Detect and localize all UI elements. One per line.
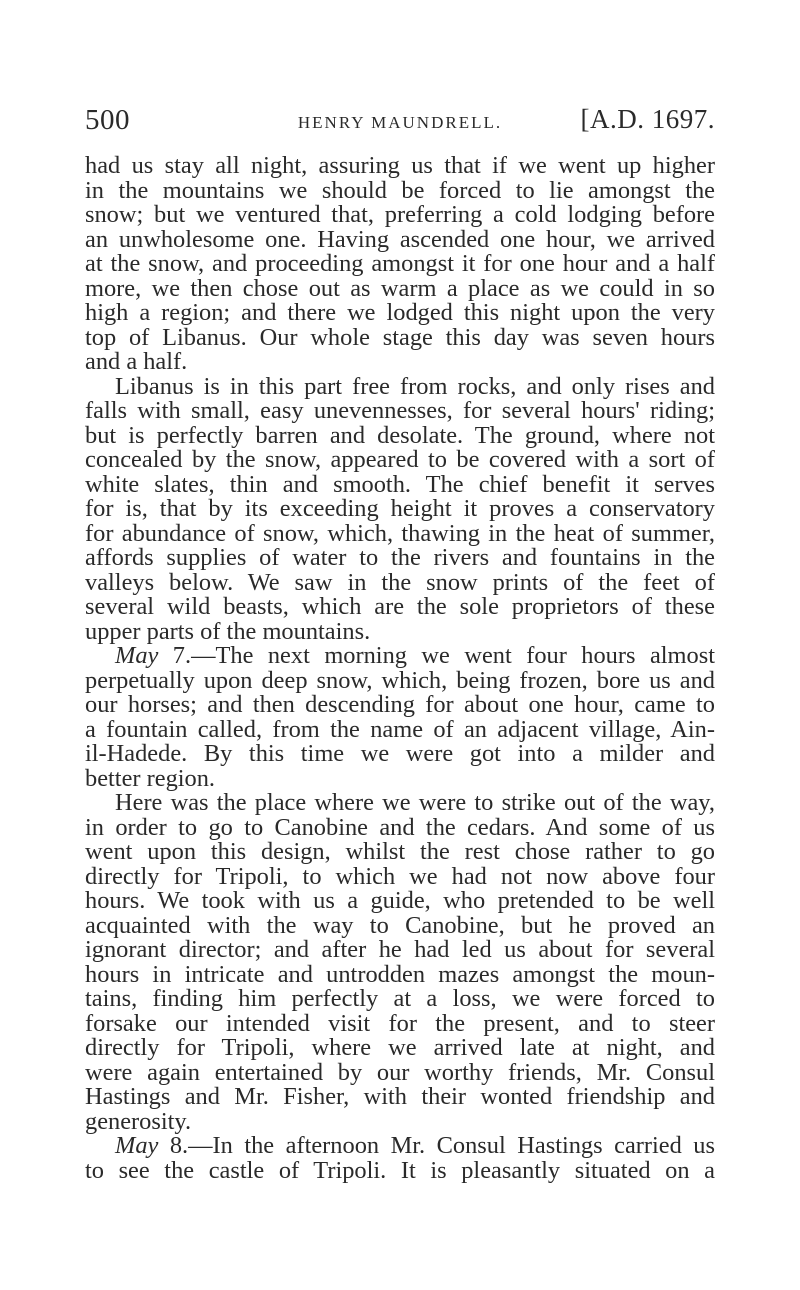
text-line: top of Libanus. Our whole stage this day was seven hours — [85, 323, 715, 351]
text-line: more, we then chose out as warm a place as we could in so — [85, 274, 715, 302]
date-mark: May — [115, 642, 159, 669]
date-mark: May — [115, 1132, 159, 1159]
text-line: and a half. — [85, 348, 188, 375]
text-line: went upon this design, whilst the rest chose rather to go — [85, 838, 715, 865]
text-line-rest: 7.—The next morning we went four hours almost — [158, 642, 715, 669]
text-line: a fountain called, from the name of an adjacent village, Ain- — [85, 715, 715, 743]
book-page — [85, 0, 715, 1290]
text-line: valleys below. We saw in the snow prints of the feet of — [85, 568, 715, 596]
text-line: affords supplies of water to the rivers and fountains in the — [85, 544, 715, 571]
text-line: concealed by the snow, appeared to be covered with a sort of — [85, 446, 715, 473]
text-line: but is perfectly barren and desolate. The ground, where not — [85, 421, 715, 449]
page-number: 500 — [85, 104, 130, 136]
text-line: our horses; and then descending for about one hour, came to — [85, 691, 715, 718]
text-line: an unwholesome one. Having ascended one hour, we arrived — [85, 225, 715, 253]
text-line: high a region; and there we lodged this night upon the very — [85, 299, 715, 326]
text-line: white slates, thin and smooth. The chief benefit it serves — [85, 470, 715, 498]
text-line: acquainted with the way to Canobine, but he proved an — [85, 911, 715, 939]
text-line: in the mountains we should be forced to lie amongst the — [85, 176, 715, 204]
text-line: directly for Tripoli, to which we had not now above four — [85, 862, 715, 890]
text-line: several wild beasts, which are the sole proprietors of these — [85, 593, 715, 620]
text-line: Here was the place where we were to strike out of the way, — [115, 789, 715, 816]
text-line: hours in intricate and untrodden mazes amongst the moun- — [85, 960, 715, 988]
text-line: il-Hadede. By this time we were got into a milder and — [85, 740, 715, 767]
running-head — [85, 104, 715, 140]
text-line: ignorant director; and after he had led us about for several — [85, 936, 715, 963]
text-line: in order to go to Canobine and the cedars. And some of us — [85, 813, 715, 841]
text-line: hours. We took with us a guide, who pretended to be well — [85, 887, 715, 914]
text-line: better region. — [85, 764, 216, 792]
text-line-dated — [85, 644, 715, 669]
text-line-rest: 8.—In the afternoon Mr. Consul Hastings carried us — [158, 1132, 715, 1159]
text-line: generosity. — [85, 1107, 192, 1135]
text-line: perpetually upon deep snow, which, being frozen, bore us and — [85, 666, 715, 694]
running-date: [A.D. 1697. — [580, 104, 715, 134]
text-line: tains, finding him perfectly at a loss, we were forced to — [85, 985, 715, 1012]
text-line: Hastings and Mr. Fisher, with their wonted friendship and — [85, 1083, 715, 1110]
text-line: directly for Tripoli, where we arrived late at night, and — [85, 1034, 715, 1061]
text-line: for is, that by its exceeding height it proves a conservatory — [85, 495, 715, 522]
text-line: at the snow, and proceeding amongst it for one hour and a half — [85, 250, 715, 277]
text-line: to see the castle of Tripoli. It is pleasantly situated on a — [85, 1156, 715, 1184]
text-line: forsake our intended visit for the present, and to steer — [85, 1009, 715, 1037]
text-line-dated — [85, 1134, 715, 1159]
body-text — [85, 154, 715, 1183]
text-line: upper parts of the mountains. — [85, 617, 371, 645]
running-title: HENRY MAUNDRELL. — [297, 113, 503, 132]
text-line: were again entertained by our worthy friends, Mr. Consul — [85, 1058, 715, 1086]
text-line: for abundance of snow, which, thawing in the heat of summer, — [85, 519, 715, 547]
text-line: snow; but we ventured that, preferring a cold lodging before — [85, 201, 715, 228]
text-line: falls with small, easy unevennesses, for several hours' riding; — [85, 397, 715, 424]
text-line: Libanus is in this part free from rocks, and only rises and — [115, 372, 715, 400]
text-line: had us stay all night, assuring us that if we went up higher — [85, 152, 715, 179]
